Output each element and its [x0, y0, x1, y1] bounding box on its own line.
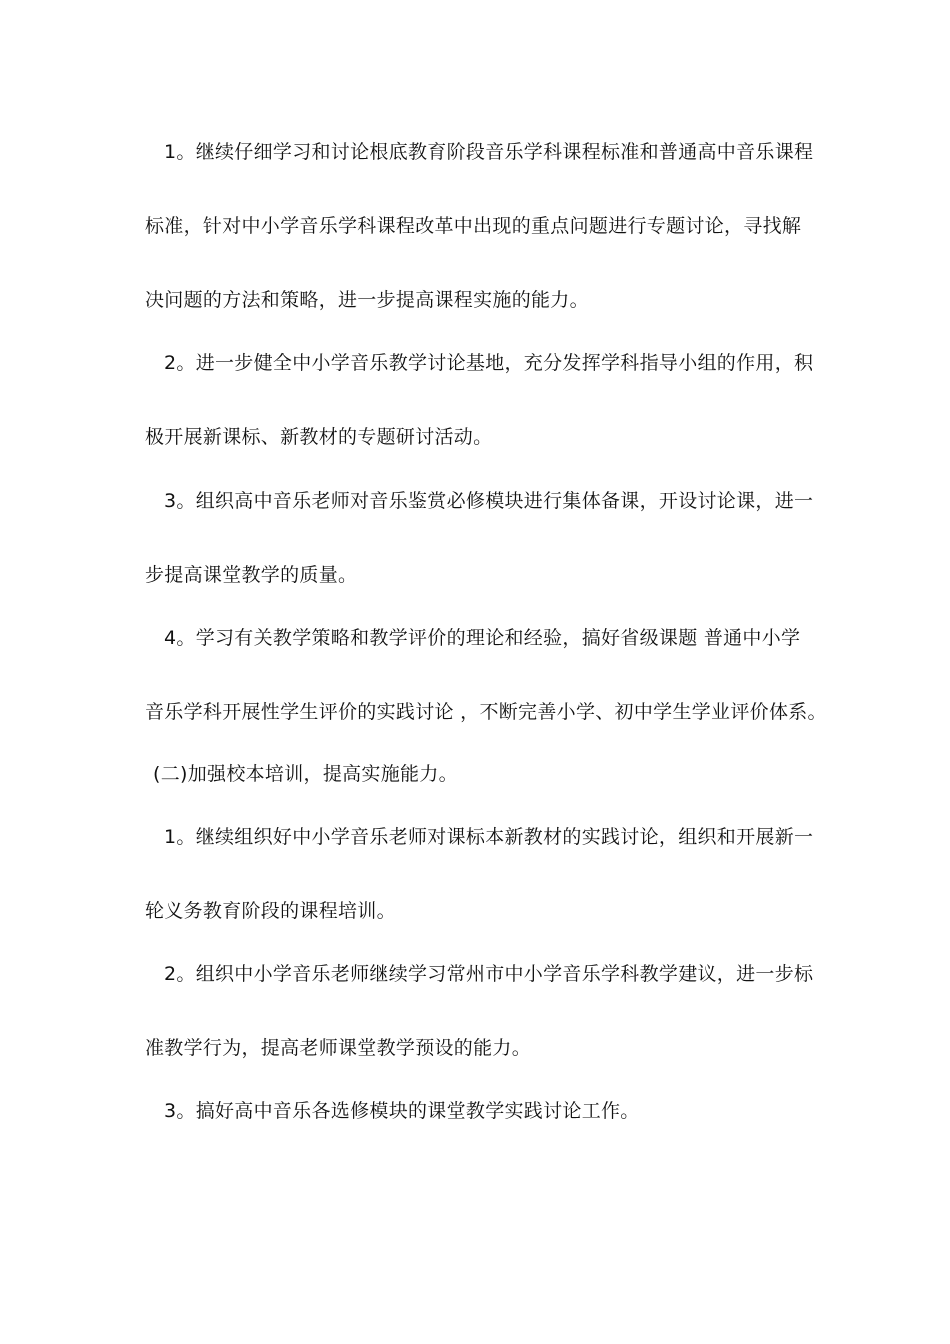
paragraph-5-line-2: 轮义务教育阶段的课程培训。: [145, 900, 396, 922]
paragraph-2-line-2: 极开展新课标、新教材的专题研讨活动。: [145, 426, 493, 448]
paragraph-4-line-1: 4。学习有关教学策略和教学评价的理论和经验，搞好省级课题 普通中小学: [164, 627, 801, 649]
paragraph-3-line-1: 3。组织高中音乐老师对音乐鉴赏必修模块进行集体备课，开设讨论课，进一: [164, 490, 814, 512]
paragraph-6-line-1: 2。组织中小学音乐老师继续学习常州市中小学音乐学科教学建议，进一步标: [164, 963, 814, 985]
paragraph-1-line-3: 决问题的方法和策略，进一步提高课程实施的能力。: [145, 289, 589, 311]
paragraph-3-line-2: 步提高课堂教学的质量。: [145, 564, 358, 586]
section-heading: (二)加强校本培训，提高实施能力。: [153, 763, 458, 785]
paragraph-4-line-2: 音乐学科开展性学生评价的实践讨论 ，不断完善小学、初中学生学业评价体系。: [145, 701, 827, 723]
paragraph-1-line-2: 标准，针对中小学音乐学科课程改革中出现的重点问题进行专题讨论，寻找解: [145, 215, 802, 237]
paragraph-5-line-1: 1。继续组织好中小学音乐老师对课标本新教材的实践讨论，组织和开展新一: [164, 826, 814, 848]
paragraph-1-line-1: 1。继续仔细学习和讨论根底教育阶段音乐学科课程标准和普通高中音乐课程: [164, 141, 814, 163]
paragraph-7-line-1: 3。搞好高中音乐各选修模块的课堂教学实践讨论工作。: [164, 1100, 640, 1122]
paragraph-6-line-2: 准教学行为，提高老师课堂教学预设的能力。: [145, 1037, 532, 1059]
paragraph-2-line-1: 2。进一步健全中小学音乐教学讨论基地，充分发挥学科指导小组的作用，积: [164, 352, 814, 374]
